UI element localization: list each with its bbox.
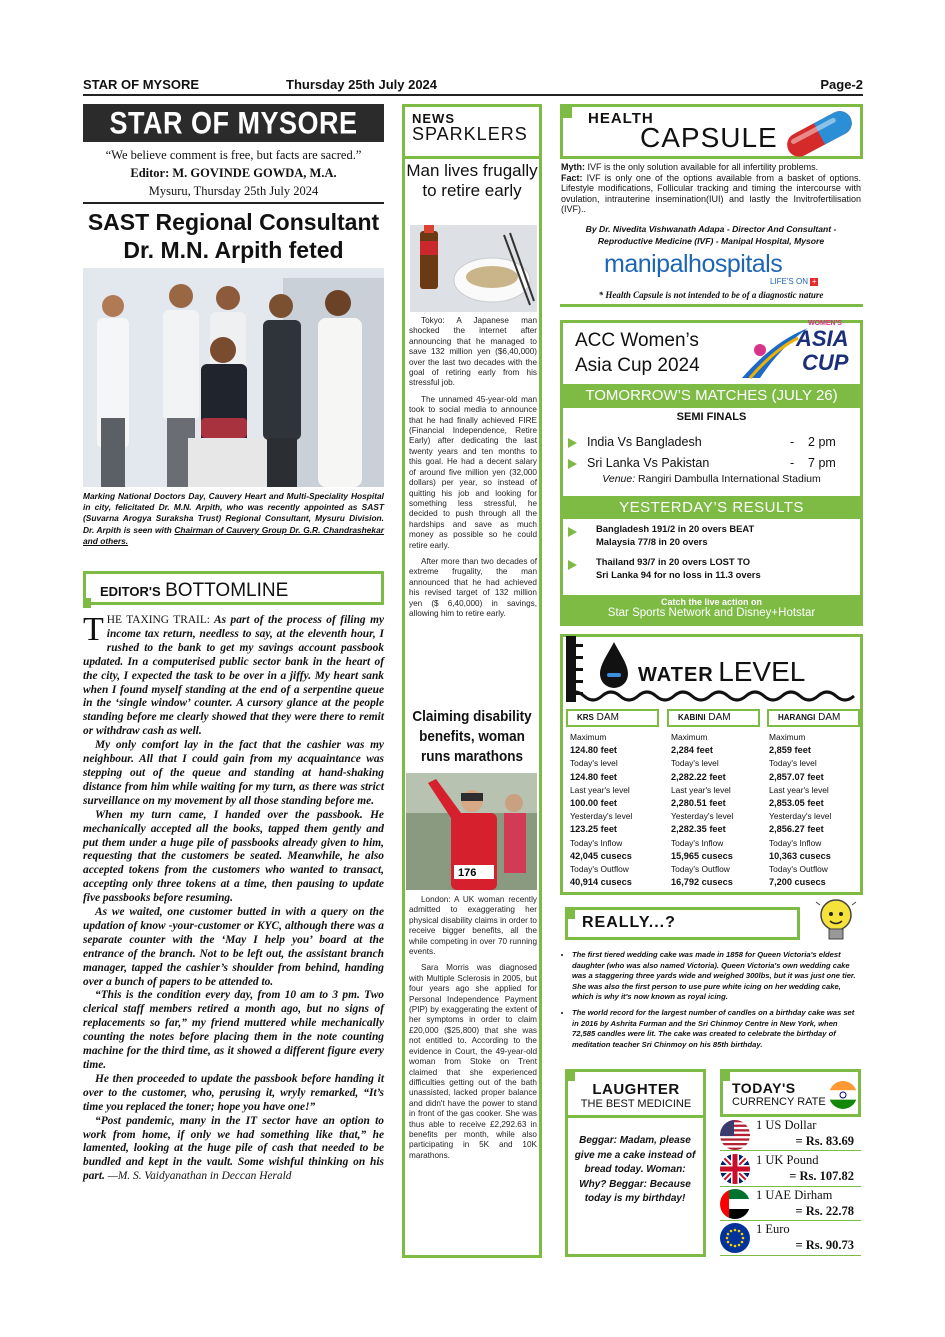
story2-headline: Claiming disability benefits, woman runs marathons <box>412 708 532 765</box>
news-sparklers-tag <box>412 111 537 145</box>
laughter-tag <box>568 1081 704 1110</box>
metric-label: Last year's level <box>570 784 630 795</box>
divider <box>568 1115 704 1118</box>
metric-value: 16,792 cusecs <box>671 877 733 888</box>
editorial-credit: —M. S. Vaidyanathan in Deccan Herald <box>104 1170 292 1183</box>
masthead-editor: Editor: M. GOVINDE GOWDA, M.A. <box>130 166 337 180</box>
health-body <box>561 162 861 215</box>
editor-tag-bold: EDITOR'S <box>100 584 161 599</box>
divider <box>720 1255 861 1256</box>
editorial-p7: “Post pandemic, many in the IT sector have an option to work from home, if only we had something like that,” he lamented, looking at the huge pile of cash that needed to be bundled and kept in the vault. Some wishful thinking on his part. <box>83 1114 384 1183</box>
lead-caption-underlined: Chairman of Cauvery Group Dr. G.R. Chandrashekar and others. <box>83 524 384 546</box>
triangle-bullet-icon <box>568 438 577 448</box>
laughter-joke: Beggar: Madam, please give me a cake instead of bread today. Woman: Why? Beggar: Because today is my birthday! <box>574 1135 696 1204</box>
metric-value: 124.80 feet <box>570 745 617 756</box>
dam-suffix: DAM <box>818 712 841 723</box>
metric-value: 2,282.22 feet <box>671 771 726 782</box>
metric-label: Today's Outflow <box>570 864 629 875</box>
metric-label: Today's Inflow <box>570 837 623 848</box>
currency-rate: = Rs. 107.82 <box>789 1169 854 1183</box>
metric-label: Last year's level <box>769 784 829 795</box>
story2-photo <box>406 773 537 890</box>
story2-body <box>409 895 537 1167</box>
metric-value: 15,965 cusecs <box>671 850 733 861</box>
editorial-p1: As part of the process of filing my income tax return, needless to say, at the eleventh hour, I rushed to the bank to get my savings account passbook updated. In a computerised public sector bank in the heart of the city, I expected the task to be over in a jiffy. My heart sank when I found myself standing at the end of a serpentine queue in the ‘single window’ counter. A cursory glance at the people standing before me clearly showed that they were there to remit or withdraw cash as well. <box>83 614 384 738</box>
really-item: • The first tiered wedding cake was made in 1858 for Queen Victoria's eldest daughter (who was also named Victoria). Queen Victoria's own wedding cake was a staggering three yards wide and weighed 300lbs, but it was just one tier. She was also the first person to use pure white icing on her wedding cake, which is why it's now known as royal icing. <box>572 950 860 1003</box>
dam-suffix: DAM <box>708 712 731 723</box>
currency-tag-bold: TODAY'S <box>732 1080 796 1096</box>
live-action-bar <box>563 595 860 623</box>
asia-cup-title-1: ACC Women’s <box>575 330 699 351</box>
currency-rate: = Rs. 83.69 <box>795 1134 854 1148</box>
myth-label: Myth: <box>561 162 585 172</box>
plus-icon: + <box>811 277 817 286</box>
metric-value: 2,857.07 feet <box>769 771 824 782</box>
match-list <box>568 432 858 474</box>
india-flag-icon <box>829 1081 857 1109</box>
metric-value: 100.00 feet <box>570 798 617 809</box>
live-action-line1: Catch the live action on <box>660 597 763 607</box>
metric-value: 40,914 cusecs <box>570 877 632 888</box>
metric-value: 2,856.27 feet <box>769 824 824 835</box>
metric-label: Yesterday's level <box>769 811 832 822</box>
match-time: - 7 pm <box>790 456 836 470</box>
venue <box>563 473 860 485</box>
semi-finals-label: SEMI FINALS <box>676 411 747 423</box>
currency-row <box>720 1118 860 1152</box>
currency-tag <box>732 1080 826 1108</box>
lead-headline <box>83 208 384 264</box>
metric-label: Maximum <box>769 732 806 742</box>
asia-cup-logo-mid: ASIA <box>796 326 849 351</box>
asia-cup-logo-top: WOMEN'S <box>808 320 842 327</box>
lead-headline-line2: Dr. M.N. Arpith feted <box>123 237 344 263</box>
result-line: Thailand 93/7 in 20 overs LOST TO <box>596 556 751 567</box>
currency-row <box>720 1152 860 1186</box>
currency-rate: = Rs. 22.78 <box>795 1204 854 1218</box>
editorial-p6: He then proceeded to update the passbook before handing it over to the customer, who, perusing it, wryly remarked, “It’s time you replaced the toner; hope you have one!” <box>83 1072 384 1113</box>
dam-suffix: DAM <box>596 712 619 723</box>
editor-tag-light: BOTTOMLINE <box>165 580 289 601</box>
match-time: - 2 pm <box>790 435 836 449</box>
water-title-light: LEVEL <box>718 656 806 687</box>
header-page-number: Page-2 <box>820 77 863 92</box>
result-line: Bangladesh 191/2 in 20 overs BEAT <box>596 523 755 534</box>
results-list <box>568 523 858 581</box>
story1-p1: Tokyo: A Japanese man shocked the internet after announcing that he managed to save 132 million yen ($6,40,000) over the last two decades with the goal of retiring early from his stressful job. <box>409 316 537 388</box>
metric-label: Today's Outflow <box>769 864 828 875</box>
metric-value: 2,853.05 feet <box>769 798 824 809</box>
metric-value: 124.80 feet <box>570 771 617 782</box>
editorial-body <box>83 611 384 1184</box>
harangi-dam-data <box>769 731 831 889</box>
editor-bottomline-box <box>83 571 384 605</box>
yesterdays-results-bar: YESTERDAY’S RESULTS <box>563 496 860 519</box>
metric-label: Today's Outflow <box>671 864 730 875</box>
divider <box>83 202 384 204</box>
result-row <box>568 523 858 548</box>
story2-p1: London: A UK woman recently admitted to exaggerating her physical disability claims in order to receive bigger benefits, all the while competing in over 70 running events. <box>409 895 537 957</box>
result-line: Sri Lanka 94 for no loss in 11.3 overs <box>596 568 761 580</box>
metric-label: Today's Inflow <box>769 837 822 848</box>
manipal-logo: manipalhospitals <box>604 250 783 278</box>
venue-label: Venue: <box>602 473 636 485</box>
metric-label: Yesterday's level <box>671 811 734 822</box>
story1-photo <box>410 225 537 312</box>
dam-name: KABINI <box>678 713 706 722</box>
masthead-title: STAR OF MYSORE <box>109 105 358 141</box>
story1-body <box>409 316 537 625</box>
match-row <box>568 453 858 474</box>
result-line: Malaysia 77/8 in 20 overs <box>596 535 708 547</box>
masthead-motto: “We believe comment is free, but facts are sacred.” <box>105 148 362 162</box>
editor-bottomline-tag <box>100 580 288 602</box>
live-action-line2: Star Sports Network and Disney+Hotstar <box>607 607 816 619</box>
currency-tag-light: CURRENCY RATE <box>732 1096 826 1108</box>
health-byline-2: Reproductive Medicine (IVF) - Manipal Hospital, Mysore <box>597 236 825 246</box>
news-tag-bold: NEWS <box>412 111 455 126</box>
lead-caption-main: Marking National Doctors Day, Cauvery Heart and Multi-Speciality Hospital in city, felicitated Dr. M.N. Arpith, who was recently appointed as SAST (Suvarna Arogya Suraksha Trust) Regional Consultant, Mysuru Division. Dr. Arpith is seen with <box>83 491 384 535</box>
lead-photo <box>83 268 384 487</box>
match-teams: Sri Lanka Vs Pakistan <box>587 456 710 470</box>
editorial-p3: When my turn came, I handed over the passbook. He mechanically accepted all the books, tapped them gently and put them under a huge pile of passbooks already given to him, requesting that the customers be seated. Meanwhile, he also accepted tokens from the customers who wanted to transact, accepting only three tokens at a time, then pausing to update five passbooks before resuming. <box>83 808 384 905</box>
tag-corner <box>565 1069 575 1081</box>
divider <box>720 1150 861 1151</box>
wave-line <box>566 686 860 702</box>
dam-name: KRS <box>577 713 594 722</box>
currency-row <box>720 1187 860 1221</box>
asia-cup-title-2: Asia Cup 2024 <box>575 355 700 376</box>
health-tag-light: CAPSULE <box>640 122 778 153</box>
dam-tab <box>566 709 659 727</box>
metric-label: Today's level <box>671 758 719 769</box>
divider <box>720 1220 861 1221</box>
metric-value: 2,284 feet <box>671 745 713 756</box>
tag-corner <box>565 907 575 919</box>
metric-label: Today's Inflow <box>671 837 724 848</box>
tag-corner <box>560 104 572 118</box>
metric-label: Maximum <box>570 732 607 742</box>
metric-value: 2,282.35 feet <box>671 824 726 835</box>
water-title-bold: WATER <box>638 664 714 686</box>
lead-headline-line1: SAST Regional Consultant <box>87 209 380 235</box>
kabini-dam-data <box>671 731 733 889</box>
dam-tab <box>767 709 860 727</box>
myth-text: IVF is the only solution available for all infertility problems. <box>585 162 819 172</box>
lightbulb-icon <box>814 896 858 946</box>
really-title: REALLY...? <box>582 914 676 931</box>
metric-label: Yesterday's level <box>570 811 633 822</box>
currency-rate: = Rs. 90.73 <box>795 1238 854 1252</box>
page-header <box>83 74 863 96</box>
triangle-bullet-icon <box>568 560 577 570</box>
health-note: * Health Capsule is not intended to be of a diagnostic nature <box>598 290 824 300</box>
health-byline <box>561 223 861 247</box>
masthead-info <box>83 146 384 200</box>
laughter-tag-light: THE BEST MEDICINE <box>580 1098 692 1110</box>
metric-label: Last year's level <box>671 784 731 795</box>
asia-cup-logo <box>738 320 850 382</box>
header-paper-name: STAR OF MYSORE <box>83 77 200 92</box>
health-tag-bold: HEALTH <box>588 110 654 127</box>
capsule-pill-icon <box>778 108 860 158</box>
divider <box>720 1186 861 1187</box>
uk-flag-icon <box>720 1154 750 1184</box>
tag-corner <box>83 598 91 608</box>
masthead-banner <box>83 104 384 142</box>
manipal-logo-tagline <box>770 277 818 286</box>
editorial-p2: My only comfort lay in the fact that the cashier was my neighbour. All that I could gain from my acquaintance was stepping out of the queue and standing at hand-shaking distance from him while waiting for my turn, as there was strict surveillance on my movement by all those standing before me. <box>83 739 384 807</box>
really-item: • The world record for the largest number of candles on a birthday cake was set in 2016 by Ashrita Furman and the Sri Chinmoy Centre in New York, when 72,585 candles were lit. The cake was created to celebrate the birthday of meditation teacher Sri Chinmoy on his 85th birthday. <box>572 1008 860 1050</box>
currency-name: 1 UAE Dirham <box>756 1188 833 1202</box>
story1-headline: Man lives frugally to retire early <box>406 161 538 200</box>
dam-tab <box>667 709 760 727</box>
water-level-title <box>638 656 805 688</box>
triangle-bullet-icon <box>568 459 577 469</box>
metric-label: Maximum <box>671 732 708 742</box>
currency-name: 1 US Dollar <box>756 1118 817 1132</box>
metric-label: Today's level <box>769 758 817 769</box>
laughter-tag-bold: LAUGHTER <box>592 1081 680 1098</box>
metric-value: 2,280.51 feet <box>671 798 726 809</box>
match-teams: India Vs Bangladesh <box>587 435 702 449</box>
tag-corner <box>720 1069 730 1081</box>
result-row <box>568 556 858 581</box>
editorial-dropcap: T <box>83 611 104 648</box>
metric-value: 7,200 cusecs <box>769 877 826 888</box>
currency-row <box>720 1221 860 1255</box>
venue-text: Rangiri Dambulla International Stadium <box>635 473 821 485</box>
divider <box>402 156 542 159</box>
divider <box>560 304 863 307</box>
editorial-p4: As we waited, one customer butted in with a query on the updation of know -your-customer or KYC, although there was a separate counter with the ‘May I help you’ board at the entrance of the branch. Not to be left out, the assistant branch manager, tapped the cashier’s shoulder from behind, handing over a bunch of papers to be attended to. <box>83 906 384 988</box>
fact-label: Fact: <box>561 172 583 183</box>
health-byline-1: By Dr. Nivedita Vishwanath Adapa - Director And Consultant - <box>585 224 837 234</box>
editorial-lead-caps: HE TAXING TRAIL: <box>106 614 210 626</box>
asia-cup-logo-bot: CUP <box>802 350 849 375</box>
metric-label: Today's level <box>570 758 618 769</box>
news-tag-light: SPARKLERS <box>412 124 528 144</box>
match-row <box>568 432 858 453</box>
asia-cup-title <box>575 328 700 378</box>
triangle-bullet-icon <box>568 527 577 537</box>
dam-name: HARANGI <box>778 713 816 722</box>
metric-value: 2,859 feet <box>769 745 811 756</box>
lead-caption <box>83 491 384 547</box>
eu-flag-icon <box>720 1223 750 1253</box>
really-list <box>562 950 860 1055</box>
currency-name: 1 UK Pound <box>756 1153 819 1167</box>
us-flag-icon <box>720 1120 750 1150</box>
fact-text: IVF is only one of the options available from a basket of options. Lifestyle modifications, Follicular tracking and timing the intercourse with ovulation, intrauterine insemination(IUI) and lastly the Invitrofertilisation (IVF).. <box>561 172 861 215</box>
header-date: Thursday 25th July 2024 <box>286 77 438 92</box>
story2-p2: Sara Morris was diagnosed with Multiple Sclerosis in 2005, but four years ago she applied for Personal Independence Payment (PIP) by exaggerating the extent of her symptoms in order to claim £20,000 ($25,800) that she was not entitled to. According to the evidence in Court, the 49-year-old woman from Stoke on Trent claimed that she experienced difficulties getting out of the bath unassisted, lacked proper balance and didn't have the power to stand in front of the gas cooker. She was thus able to receive £2,292.63 in benefits per month, while also participating in 5K and 10K marathons. <box>409 963 537 1160</box>
tomorrows-matches-bar: TOMORROW’S MATCHES (JULY 26) <box>563 384 860 408</box>
story1-p3: After more than two decades of extreme frugality, the man announced that he had achieved his revised target of 132 million yen ($ 6,40,000) in savings, allowing him to retire early. <box>409 556 537 618</box>
story1-p2: The unnamed 45-year-old man took to social media to announce that he had finally achieved FIRE (Financial Independence, Retire Early) after dedicating the last twenty years and ten months to this goal. He had a decent salary of around five million yen (32,000 dollars) per year, so instead of quitting his job and looking for something less stressful, he decided to push through all the hardships and save as much money as possible so he could retire early. <box>409 394 537 550</box>
race-bib-number: 176 <box>458 867 477 879</box>
manipal-logo-tagline-text: LIFE'S ON <box>770 277 808 286</box>
metric-value: 42,045 cusecs <box>570 850 632 861</box>
currency-name: 1 Euro <box>756 1222 790 1236</box>
masthead-dateline: Mysuru, Thursday 25th July 2024 <box>148 184 319 198</box>
editorial-p5: “This is the condition every day, from 10 am to 3 pm. Two clerical staff members retired a month ago, but no signs of replacements so far,” my friend muttered while mechanically counting the notes before placing them in the note counting machine for the third time, as it showed a different figure every time. <box>83 989 384 1071</box>
uae-flag-icon <box>720 1189 750 1219</box>
krs-dam-data <box>570 731 632 889</box>
metric-value: 123.25 feet <box>570 824 617 835</box>
metric-value: 10,363 cusecs <box>769 850 831 861</box>
